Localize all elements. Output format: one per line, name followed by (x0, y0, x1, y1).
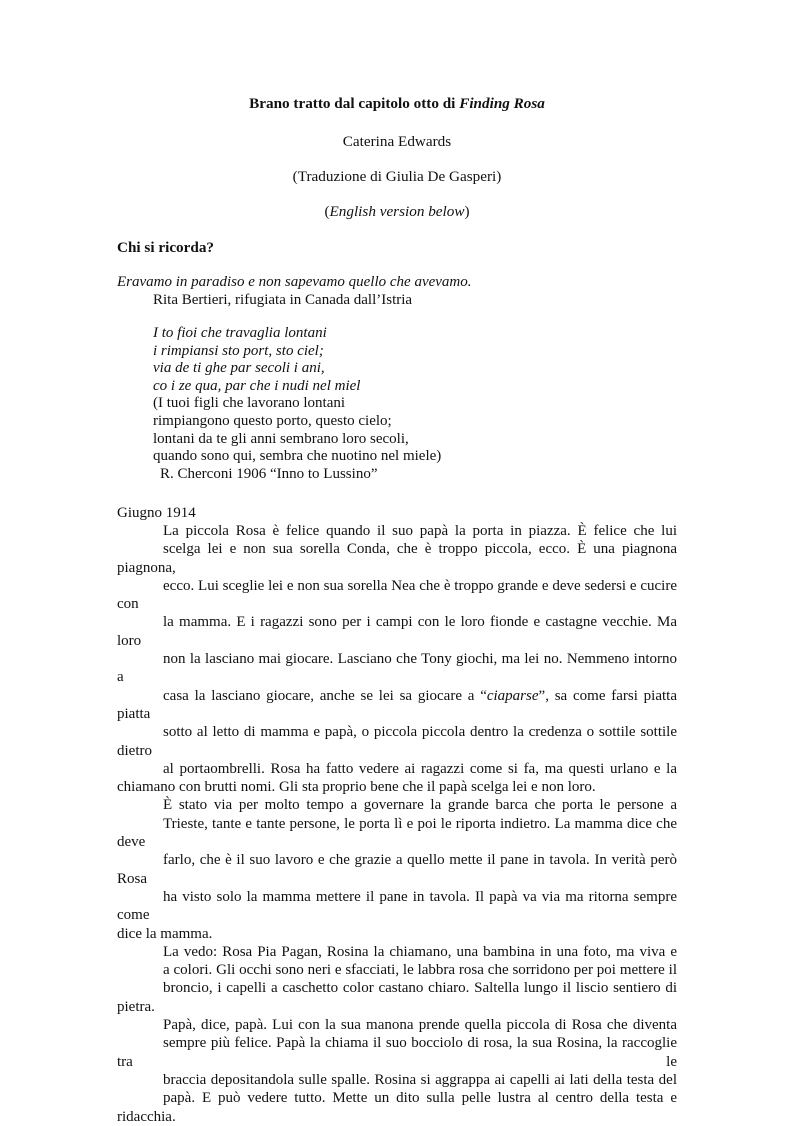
title-text: Brano tratto dal capitolo otto di (249, 95, 460, 112)
text-line: ecco. Lui sceglie lei e non sua sorella Nea che è troppo grande e deve sedersi e cucire con (117, 577, 677, 613)
epigraph-quote: Eravamo in paradiso e non sapevamo quello che avevamo. (117, 274, 472, 290)
poem-dialect-line: via de ti ghe par secoli i ani, (153, 360, 325, 377)
text-line: dice la mamma. (117, 925, 213, 942)
paragraph-3 (117, 943, 677, 1016)
text-line: al portaombrelli. Rosa ha fatto vedere ai ragazzi come si fa, ma questi urlano e la (163, 760, 677, 777)
text-line: chiamano con brutti nomi. Gli sta proprio bene che il papà scelga lei e non loro. (117, 779, 596, 796)
text-line: papà. E può vedere tutto. Mette un dito sulla pelle lustra al centro della testa e ridacchia. (117, 1090, 677, 1125)
text-line: È stato via per molto tempo a governare la grande barca che porta le persone a (163, 797, 677, 814)
text-line: sempre più felice. Papà la chiama il suo bocciolo di rosa, la sua Rosina, la raccoglie tra le (117, 1035, 677, 1070)
poem-dialect-line: I to fioi che travaglia lontani (153, 325, 327, 341)
english-version-note: (English version below) (324, 203, 470, 220)
poem-translation-line: rimpiangono questo porto, questo cielo; (153, 412, 392, 429)
poem-block (153, 325, 441, 483)
text-line: pietra. (117, 998, 155, 1015)
poem-translation-line: (I tuoi figli che lavorano lontani (153, 395, 346, 412)
text-line: broncio, i capelli a caschetto color castano chiaro. Saltella lungo il liscio sentiero di (163, 980, 677, 997)
poem-dialect-line: i rimpiansi sto port, sto ciel; (153, 342, 324, 359)
book-title: Finding Rosa (459, 95, 545, 112)
italic-word: ciaparse (486, 687, 539, 704)
paragraph-1 (117, 522, 677, 796)
paragraph-4 (117, 1016, 677, 1126)
paragraph-2 (117, 796, 677, 942)
text-line: non la lasciano mai giocare. Lasciano che Tony giochi, ma lei no. Nemmeno intorno a (117, 651, 677, 686)
text-line: ha visto solo la mamma mettere il pane in tavola. Il papà va via ma ritorna sempre come (117, 888, 677, 924)
story-body (117, 522, 677, 1126)
epigraph (117, 273, 472, 309)
text-line: casa la lasciano giocare, anche se lei sa giocare a “ciaparse”, sa come farsi piatta piatta (117, 687, 677, 722)
poem-attribution: R. Cherconi 1906 “Inno to Lussino” (160, 465, 378, 482)
text-line: Papà, dice, papà. Lui con la sua manona prende quella piccola di Rosa che diventa (163, 1017, 677, 1034)
document-page (117, 0, 677, 1125)
poem-dialect-line: co i ze qua, par che i nudi nel miel (153, 377, 361, 394)
text-line: Trieste, tante e tante persone, le porta lì e poi le riporta indietro. La mamma dice che deve (117, 815, 677, 851)
section-heading: Chi si ricorda? (117, 239, 215, 256)
author-name: Caterina Edwards (342, 133, 452, 150)
text-line: La piccola Rosa è felice quando il suo papà la porta in piazza. È felice che lui (163, 523, 677, 539)
text-line: sotto al letto di mamma e papà, o piccola piccola dentro la credenza o sottile sottile dietro (117, 724, 677, 759)
epigraph-attribution: Rita Bertieri, rifugiata in Canada dall’Istria (153, 292, 413, 308)
translator-credit: (Traduzione di Giulia De Gasperi) (292, 168, 502, 185)
text-line: la mamma. E i ragazzi sono per i campi con le loro fionde e castagne vecchie. Ma loro (117, 614, 677, 649)
story-date: Giugno 1914 (117, 505, 196, 521)
text-line: scelga lei e non sua sorella Conda, che è troppo piccola, ecco. È una piagnona piagnona, (117, 541, 677, 576)
text-line: braccia depositandola sulle spalle. Rosina si aggrappa ai capelli ai lati della testa del (163, 1071, 677, 1088)
poem-translation-line: quando sono qui, sembra che nuotino nel miele) (153, 448, 442, 465)
text-line: farlo, che è il suo lavoro e che grazie a quello mette il pane in tavola. In verità però Rosa (117, 852, 677, 887)
document-title (117, 95, 677, 113)
text-line: La vedo: Rosa Pia Pagan, Rosina la chiamano, una bambina in una foto, ma viva e (163, 943, 677, 960)
text-line: a colori. Gli occhi sono neri e sfacciati, le labbra rosa che sorridono per poi mettere il (163, 962, 677, 979)
poem-translation-line: lontani da te gli anni sembrano loro secoli, (153, 430, 409, 447)
